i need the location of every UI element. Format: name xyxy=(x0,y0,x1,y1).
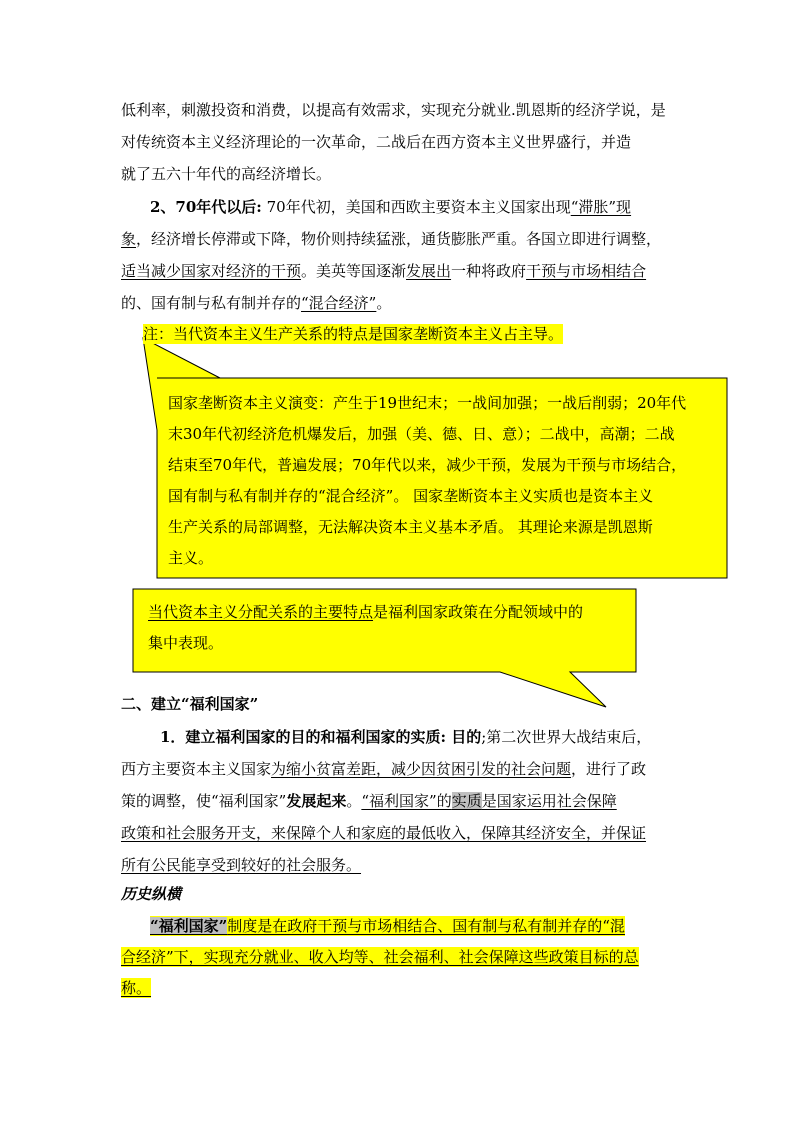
callout2-text: 是福利国家政策在分配领域中的 xyxy=(373,603,584,621)
callout2-line1 xyxy=(148,602,583,622)
callout1-line2: 末30年代初经济危机爆发后，加强（美、德、日、意）；二战中，高潮；二战 xyxy=(168,425,675,443)
para1-line3: 就了五六十年代的高经济增长。 xyxy=(121,165,332,183)
callout1-line6: 主义。 xyxy=(168,549,214,567)
para2-text: 。美英等国逐渐 xyxy=(301,262,407,280)
para2-text: ，经济增长停滞或下降，物价则持续猛涨，通货膨胀严重。各国立即进行调整， xyxy=(136,230,662,248)
callout2-underline: 当代资本主义分配关系的主要特点 xyxy=(148,603,374,621)
callout1-line1: 国家垄断资本主义演变：产生于19世纪末；一战间加强；一战后削弱；20年代 xyxy=(168,394,687,412)
note-line: 注：当代资本主义生产关系的特点是国家垄断资本主义占主导。 xyxy=(143,325,564,343)
section2-text: 西方主要资本主义国家 xyxy=(121,760,272,778)
goal-label: 目的 xyxy=(445,728,482,746)
welfare-state-term: “福利国家” xyxy=(150,917,228,935)
section2-text: 策的调整，使“福利国家” xyxy=(121,792,287,810)
history-title: 历史纵横 xyxy=(121,885,182,903)
para2-text: 。 xyxy=(376,294,392,312)
para2-text: 一种将政府 xyxy=(451,262,527,280)
section-heading: 二、建立“福利国家” xyxy=(121,695,259,713)
para2-underline: 干预与市场相结合 xyxy=(526,262,647,280)
section2-underline: 为缩小贫富差距，减少因贫困引发的社会问题 xyxy=(271,760,572,778)
section2-underline: 是国家运用社会保障 xyxy=(481,792,617,810)
subheading: 1．建立福利国家的目的和福利国家的实质: xyxy=(160,728,446,746)
callout1-line4: 国有制与私有制并存的“混合经济”。 国家垄断资本主义实质也是资本主义 xyxy=(168,487,654,505)
para2-line3 xyxy=(121,261,646,281)
section2-line2 xyxy=(121,759,646,779)
callout1-line3: 结束至70年代，普遍发展；70年代以来，减少干预，发展为干预与市场结合， xyxy=(168,456,687,474)
para2-line1 xyxy=(150,197,631,217)
para2-text: 70年代初，美国和西欧主要资本主义国家出现 xyxy=(261,198,571,216)
mixed-economy-term: “混合经济” xyxy=(301,294,377,312)
section2-line3 xyxy=(121,791,617,811)
history-line3: 称。 xyxy=(121,979,152,997)
history-line2: 合经济”下，实现充分就业、收入均等、社会福利、社会保障这些政策目标的总 xyxy=(121,948,639,966)
history-text: 制度是在政府干预与市场相结合、国有制与私有制并存的“混 xyxy=(227,917,625,935)
stagflation-term: “滞胀”现 xyxy=(570,198,632,216)
para2-underline: 发展出 xyxy=(406,262,452,280)
section2-text: ，进行了政 xyxy=(571,760,647,778)
section2-bold: 发展起来 xyxy=(286,792,347,810)
essence-term: 实质 xyxy=(451,792,482,810)
para2-text: 的、国有制与私有制并存的 xyxy=(121,294,302,312)
section2-line4: 政策和社会服务开支，来保障个人和家庭的最低收入，保障其经济安全，并保证 xyxy=(121,824,647,842)
para1-line2: 对传统资本主义经济理论的一次革命，二战后在西方资本主义世界盛行，并造 xyxy=(121,133,632,151)
section2-underline: “福利国家”的 xyxy=(361,792,452,810)
history-line1 xyxy=(150,916,625,936)
callout1-line5: 生产关系的局部调整，无法解决资本主义基本矛盾。 其理论来源是凯恩斯 xyxy=(168,518,653,536)
para1-line1: 低利率，刺激投资和消费，以提高有效需求，实现充分就业.凯恩斯的经济学说，是 xyxy=(121,101,666,119)
section2-text: ;第二次世界大战结束后， xyxy=(481,728,652,746)
callout2-line2: 集中表现。 xyxy=(148,634,224,652)
para2-label: 2、70年代以后: xyxy=(150,198,262,216)
para2-line4 xyxy=(121,293,391,313)
para2-underline: 象 xyxy=(121,230,137,248)
section2-text: 。 xyxy=(346,792,362,810)
para2-underline: 适当减少国家对经济的干预 xyxy=(121,262,302,280)
para2-line2 xyxy=(121,229,661,249)
section2-line1 xyxy=(160,727,651,747)
section2-line5: 所有公民能享受到较好的社会服务。 xyxy=(121,856,362,874)
